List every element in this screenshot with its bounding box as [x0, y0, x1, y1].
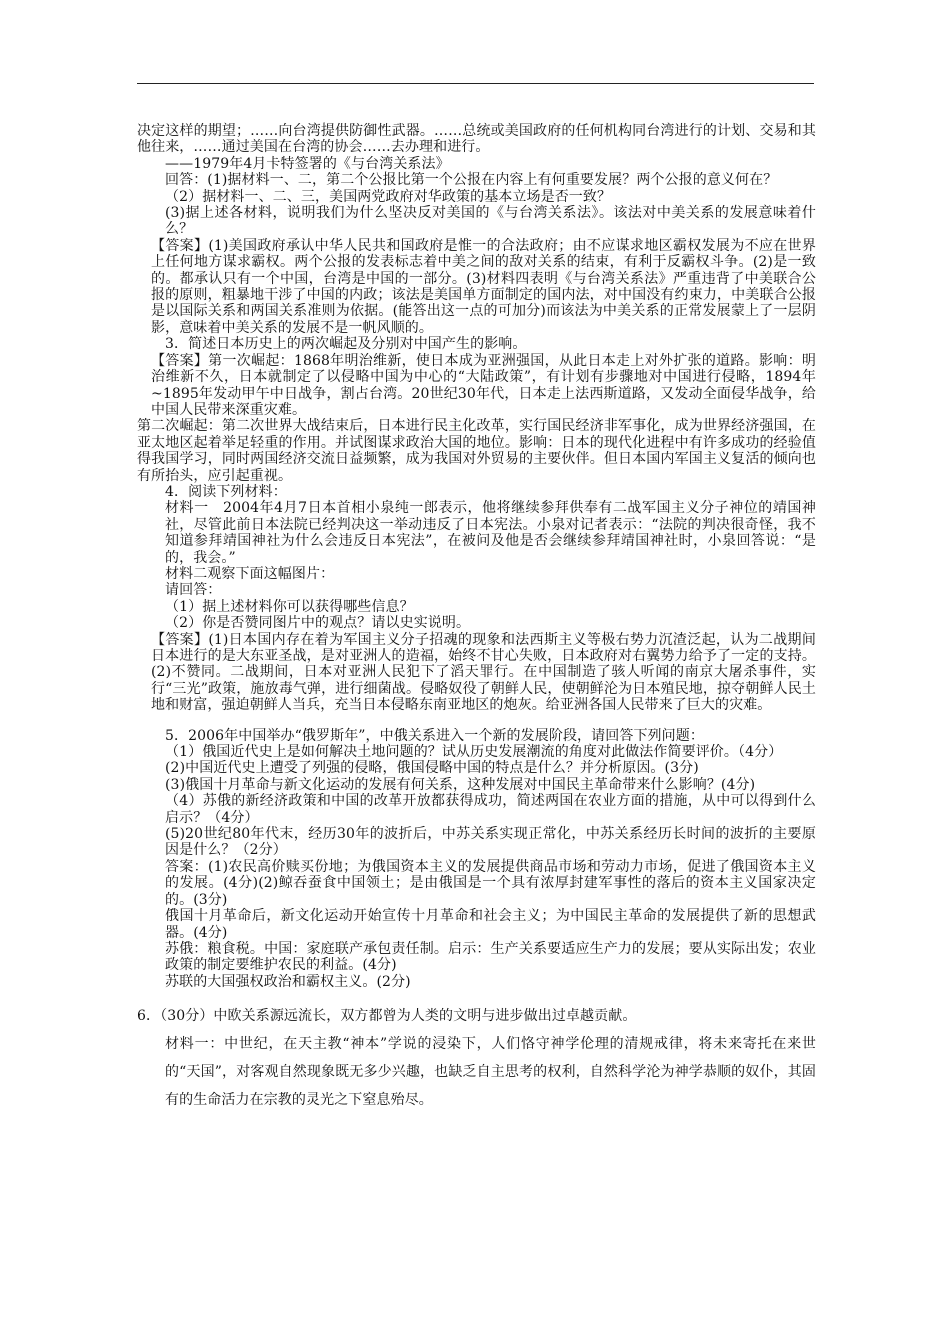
question-2-part-2: （2）据材料一、二、三，美国两党政府对华政策的基本立场是否一致？	[165, 188, 612, 205]
question-4-part-1: （1）据上述材料你可以获得哪些信息？	[165, 598, 414, 615]
question-2-part-1: 回答：(1)据材料一、二，第二个公报比第一个公报在内容上有何重要发展？两个公报的意义何在？	[165, 172, 778, 189]
question-4: 4．阅读下列材料：	[165, 483, 287, 500]
question-5-part-1: （1）俄国近代史上是如何解决土地问题的？试从历史发展潮流的角度对此做法作简要评价。（4分）	[165, 744, 783, 761]
material-four-source: ——1979年4月卡特签署的《与台湾关系法》	[165, 155, 450, 172]
document-body	[137, 123, 816, 1114]
material-four-continuation: 决定这样的期望；……向台湾提供防御性武器。……总统或美国政府的任何机构同台湾进行的计划、交易和其他往来，……通过美国在台湾的协会……去办理和进行。	[137, 123, 816, 156]
answer-5-part-1-2: 答案：(1)农民高价赎买份地；为俄国资本主义的发展提供商品市场和劳动力市场，促进了俄国资本主义的发展。(4分)(2)鲸吞蚕食中国领土；是由俄国是一个具有浓厚封建军事性的落后的资本主义国家决定的。(3分)	[165, 858, 816, 908]
answer-3-first-rise: 【答案】第一次崛起：1868年明治维新，使日本成为亚洲强国，从此日本走上对外扩张的道路。影响：明治维新不久，日本就制定了以侵略中国为中心的“大陆政策”，有计划有步骤地对中国进行侵略，1894年~1895年发动甲午中日战争，割占台湾。20世纪30年代，日本走上法西斯道路，又发动全面侵华战争，给中国人民带来深重灾难。	[151, 352, 816, 418]
answer-4: 【答案】(1)日本国内存在着为军国主义分子招魂的现象和法西斯主义等极右势力沉渣泛起，认为二战期间日本进行的是大东亚圣战，是对亚洲人的造福，始终不甘心失败，日本政府对右翼势力给予了一定的支持。(2)不赞同。二战期间，日本对亚洲人民犯下了滔天罪行。在中国制造了骇人听闻的南京大屠杀事件，实行“三光”政策，施放毒气弹，进行细菌战。侵略奴役了朝鲜人民，使朝鲜沦为日本殖民地，掠夺朝鲜人民土地和财富，强迫朝鲜人当兵，充当日本侵略东南亚地区的炮灰。给亚洲各国人民带来了巨大的灾难。	[151, 631, 816, 714]
question-2-part-3: (3)据上述各材料，说明我们为什么坚决反对美国的《与台湾关系法》。该法对中美关系的发展意味着什么？	[165, 205, 816, 238]
answer-3-second-rise: 第二次崛起：第二次世界大战结束后，日本进行民主化改革，实行国民经济非军事化，成为世界经济强国，在亚太地区起着举足轻重的作用。并试图谋求政治大国的地位。影响：日本的现代化进程中有许多成功的经验值得我国学习，同时两国经济交流日益频繁，成为我国对外贸易的主要伙伴。但日本国内军国主义复活的倾向也有所抬头，应引起重视。	[137, 418, 816, 484]
question-3: 3．简述日本历史上的两次崛起及分别对中国产生的影响。	[165, 336, 527, 353]
answer-5-part-5: 苏联的大国强权政治和霸权主义。(2分)	[165, 973, 411, 990]
answer-5-part-3: 俄国十月革命后，新文化运动开始宣传十月革命和社会主义；为中国民主革命的发展提供了新的思想武器。(4分)	[165, 908, 816, 941]
answer-5-part-4: 苏俄：粮食税。中国：家庭联产承包责任制。启示：生产关系要适应生产力的发展；要从实际出发；农业政策的制定要维护农民的利益。(4分)	[165, 940, 816, 974]
question-5: 5．2006年中国举办“俄罗斯年”，中俄关系进入一个新的发展阶段，请回答下列问题：	[165, 727, 704, 744]
question-5-part-2: (2)中国近代史上遭受了列强的侵略，俄国侵略中国的特点是什么？并分析原因。(3分)	[165, 760, 699, 777]
question-6: 6．（30分）中欧关系源远流长，双方都曾为人类的文明与进步做出过卓越贡献。	[137, 1008, 637, 1025]
question-4-prompt: 请回答：	[165, 582, 222, 599]
question-5-part-3: (3)俄国十月革命与新文化运动的发展有何关系，这种发展对中国民主革命带来什么影响？(4分)	[165, 776, 756, 793]
header-rule	[137, 83, 814, 84]
question-6-material-one: 材料一：中世纪，在天主教“神本”学说的浸染下，人们恪守神学伦理的清规戒律，将未来寄托在来世的“天国”，对客观自然现象既无多少兴趣，也缺乏自主思考的权利，自然科学沦为神学恭顺的奴仆，其固有的生命活力在宗教的灵光之下窒息殆尽。	[165, 1036, 816, 1109]
question-5-part-4: （4）苏俄的新经济政策和中国的改革开放都获得成功，简述两国在农业方面的措施，从中可以得到什么启示？（4分）	[165, 793, 816, 826]
question-4-material-two: 材料二观察下面这幅图片：	[165, 565, 335, 582]
question-4-material-one: 材料一 2004年4月7日本首相小泉纯一郎表示，他将继续参拜供奉有二战军国主义分子神位的靖国神社，尽管此前日本法院已经判决这一举动违反了日本宪法。小泉对记者表示：“法院的判决很奇怪，我不知道参拜靖国神社为什么会违反日本宪法”，在被问及他是否会继续参拜靖国神社时，小泉回答说：“是的，我会。”	[165, 500, 816, 566]
answer-2: 【答案】(1)美国政府承认中华人民共和国政府是惟一的合法政府；由不应谋求地区霸权发展为不应在世界上任何地方谋求霸权。两个公报的发表标志着中美之间的敌对关系的结束，有利于反霸权斗争。(2)是一致的。都承认只有一个中国，台湾是中国的一部分。(3)材料四表明《与台湾关系法》严重违背了中美联合公报的原则，粗暴地干涉了中国的内政；该法是美国单方面制定的国内法，对中国没有约束力，中美联合公报是以国际关系和两国关系准则为依据。(能答出这一点的可加分)而该法为中美关系的正常发展蒙上了一层阴影，意味着中美关系的发展不是一帆风顺的。	[151, 237, 816, 336]
question-4-part-2: （2）你是否赞同图片中的观点？请以史实说明。	[165, 615, 471, 632]
question-5-part-5: (5)20世纪80年代末，经历30年的波折后，中苏关系实现正常化，中苏关系经历长时间的波折的主要原因是什么？（2分）	[165, 826, 816, 859]
